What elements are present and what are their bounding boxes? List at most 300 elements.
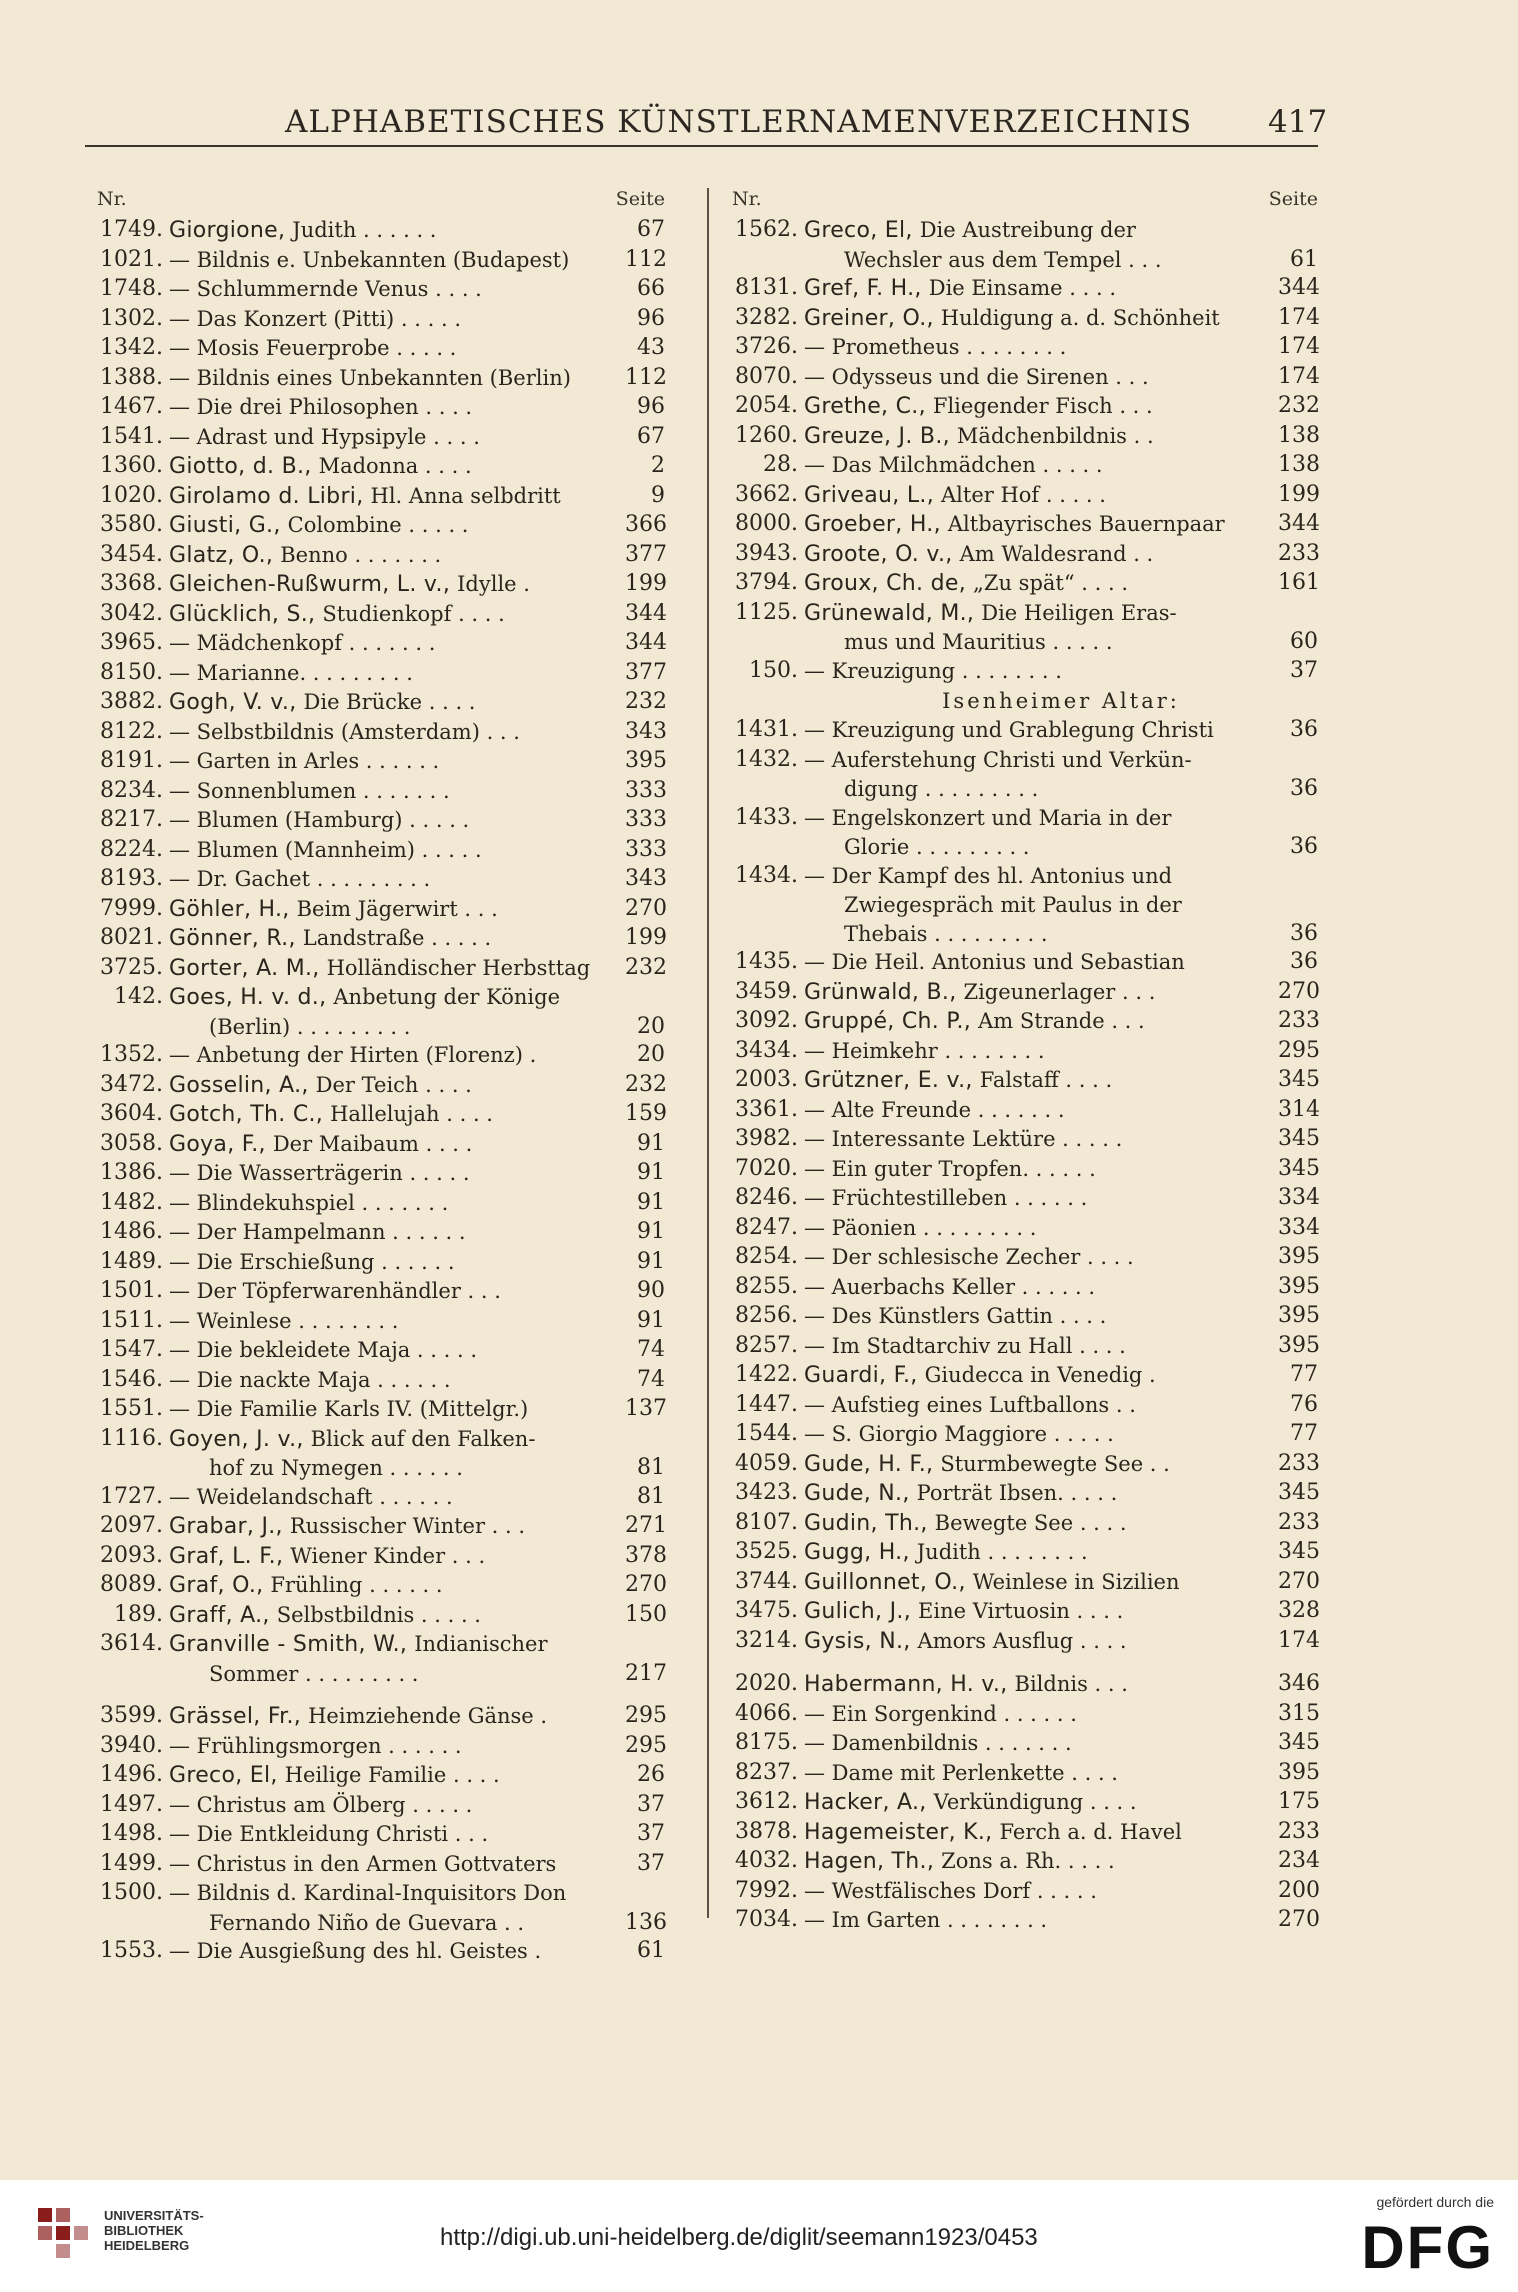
left-column (85, 186, 665, 1967)
entry-number: 1020. (100, 482, 163, 508)
page-ref: 344 (1278, 511, 1320, 536)
work-title: — Früchtestilleben . . . . . . (804, 1186, 1088, 1210)
artist-name: Gogh, V. v., (169, 690, 297, 715)
work-title: — Odysseus und die Sirenen . . . (804, 364, 1149, 389)
page-ref: 36 (1290, 920, 1318, 946)
index-entry (720, 1096, 1318, 1126)
work-title: — Der schlesische Zecher . . . . (804, 1245, 1134, 1269)
page-ref: 37 (637, 1850, 665, 1876)
page-ref: 77 (1290, 1362, 1318, 1387)
page-ref: 395 (1278, 1273, 1320, 1299)
artist-name: Hacker, A., (804, 1790, 927, 1815)
index-entry (85, 1248, 665, 1278)
work-title: Zons a. Rh. . . . . (941, 1849, 1115, 1873)
index-entry (720, 1184, 1318, 1214)
index-entry (720, 1332, 1318, 1362)
entry-number: 1467. (100, 394, 163, 419)
entry-number: 1386. (100, 1160, 163, 1185)
index-entry (85, 659, 665, 689)
work-title: Wiener Kinder . . . (290, 1543, 486, 1568)
index-entry (720, 1214, 1318, 1244)
entry-number: 1021. (100, 246, 163, 272)
page-ref: 344 (625, 600, 667, 626)
index-entry (85, 482, 665, 512)
page-ref: 232 (625, 954, 667, 980)
entry-number: 3475. (735, 1598, 798, 1623)
page-ref: 217 (625, 1660, 667, 1686)
entry-number: 1541. (100, 423, 163, 449)
work-title: — Der Töpferwarenhändler . . . (169, 1279, 501, 1303)
work-title: — Die drei Philosophen . . . . (169, 395, 473, 419)
page-ref: 2 (651, 453, 665, 478)
work-title: — Weinlese . . . . . . . . (169, 1308, 399, 1333)
work-title: — Interessante Lektüre . . . . . (804, 1127, 1123, 1151)
page-ref: 200 (1278, 1877, 1320, 1903)
entry-number: 7034. (735, 1907, 798, 1932)
entry-number: 3612. (735, 1789, 798, 1814)
work-title: — Adrast und Hypsipyle . . . . (169, 424, 480, 449)
index-entry (85, 1512, 665, 1542)
entry-number: 8257. (735, 1332, 798, 1358)
work-title: Landstraße . . . . . (302, 926, 492, 950)
index-entry (85, 1100, 665, 1130)
index-entry (720, 1670, 1318, 1700)
page-ref: 395 (1278, 1244, 1320, 1269)
index-entry (85, 1189, 665, 1219)
artist-name: Habermann, H. v., (804, 1672, 1008, 1697)
page-ref: 378 (625, 1542, 667, 1568)
work-title: „Zu spät“ . . . . (973, 571, 1129, 595)
artist-name: Gref, F. H., (804, 276, 922, 301)
work-title: Anbetung der Könige (333, 985, 561, 1009)
index-entry (85, 1071, 665, 1101)
index-entry (85, 1879, 665, 1937)
work-title: — Kreuzigung . . . . . . . . (804, 658, 1062, 683)
index-entry (85, 1041, 665, 1071)
university-logo-icon (34, 2204, 94, 2264)
index-entry (720, 304, 1318, 334)
entry-number: 3058. (100, 1130, 163, 1156)
artist-name: Greco, El, (169, 1763, 278, 1788)
entry-number: 8224. (100, 836, 163, 862)
page-ref: 343 (625, 718, 667, 744)
work-title: — Mosis Feuerprobe . . . . . (169, 336, 457, 360)
page-ref: 74 (637, 1337, 665, 1362)
entry-number: 3744. (735, 1568, 798, 1594)
work-title-continued: Thebais . . . . . . . . . (844, 921, 1048, 946)
work-title: Die Brücke . . . . (303, 690, 476, 714)
page-ref: 81 (637, 1483, 665, 1509)
work-title: Zigeunerlager . . . (963, 979, 1156, 1004)
work-title: Altbayrisches Bauernpaar (947, 512, 1225, 536)
entry-number: 3282. (735, 304, 798, 330)
artist-name: Gude, H. F., (804, 1451, 934, 1477)
page-ref: 60 (1290, 629, 1318, 654)
index-entry (720, 1538, 1318, 1568)
work-title: Die Austreibung der (919, 218, 1136, 242)
page-ref: 36 (1290, 776, 1318, 801)
page-ref: 232 (625, 1071, 667, 1097)
work-title: Die Heiligen Eras- (981, 600, 1177, 625)
work-title: — Dame mit Perlenkette . . . . (804, 1760, 1118, 1785)
page-ref: 270 (625, 1572, 667, 1597)
entry-number: 1422. (735, 1362, 798, 1387)
work-title: Selbstbildnis . . . . . (276, 1602, 481, 1627)
page-ref: 199 (1278, 481, 1320, 507)
page-ref: 233 (1278, 1818, 1320, 1844)
page-ref: 175 (1278, 1789, 1320, 1814)
page-ref: 36 (1290, 949, 1318, 974)
page-ref: 36 (1290, 834, 1318, 859)
artist-name: Grützner, E. v., (804, 1068, 973, 1093)
work-title: — Der Hampelmann . . . . . . (169, 1220, 466, 1244)
work-title: Judith . . . . . . (292, 218, 437, 242)
work-title: — Blumen (Hamburg) . . . . . (169, 808, 470, 832)
work-title: Blick auf den Falken- (310, 1426, 536, 1451)
artist-name: Gugg, H., (804, 1540, 910, 1565)
artist-name: Guillonnet, O., (804, 1569, 966, 1595)
work-title: Holländischer Herbsttag (326, 955, 591, 980)
index-entry (720, 862, 1318, 949)
index-entry (85, 1483, 665, 1513)
work-title: Mädchenbildnis . . (956, 423, 1154, 448)
page-ref: 174 (1278, 304, 1320, 330)
index-entry (720, 948, 1318, 978)
index-entry (720, 1877, 1318, 1907)
entry-number: 3604. (100, 1101, 163, 1126)
entry-number: 1447. (735, 1391, 798, 1417)
artist-name: Girolamo d. Libri, (169, 483, 364, 509)
page-ref: 270 (1278, 1907, 1320, 1932)
entry-number: 1352. (100, 1042, 163, 1067)
work-title: — Blindekuhspiel . . . . . . . (169, 1190, 449, 1215)
page-ref: 43 (637, 335, 665, 360)
entry-number: 3982. (735, 1126, 798, 1151)
page-ref: 344 (1278, 275, 1320, 300)
index-entry (85, 1850, 665, 1880)
page-ref: 345 (1278, 1730, 1320, 1755)
header-rule (85, 145, 1318, 147)
entry-number: 1125. (735, 599, 798, 625)
entry-number: 1501. (100, 1278, 163, 1303)
work-title: — Prometheus . . . . . . . . (804, 335, 1067, 359)
index-entry (720, 1568, 1318, 1598)
page-ref: 96 (637, 305, 665, 331)
page-ref: 37 (637, 1821, 665, 1846)
artist-name: Grethe, C., (804, 394, 926, 419)
page-ref: 232 (1278, 393, 1320, 418)
entry-number: 1497. (100, 1791, 163, 1817)
index-entry (85, 305, 665, 335)
footer-bar (0, 2180, 1518, 2292)
index-entry (720, 1479, 1318, 1509)
entry-number: 1547. (100, 1337, 163, 1362)
work-title: — Die bekleidete Maja . . . . . (169, 1338, 478, 1362)
entry-number: 3794. (735, 570, 798, 595)
artist-name: Göhler, H., (169, 896, 290, 922)
entry-number: 8246. (735, 1185, 798, 1210)
page-ref: 395 (625, 748, 667, 773)
entry-number: 3434. (735, 1037, 798, 1063)
entry-number: 1435. (735, 949, 798, 974)
entry-number: 1749. (100, 217, 163, 242)
artist-name: Graff, A., (169, 1602, 270, 1628)
artist-name: Gleichen-Rußwurm, L. v., (169, 572, 451, 597)
artist-name: Gysis, N., (804, 1628, 911, 1654)
work-title: — Garten in Arles . . . . . . (169, 749, 440, 773)
index-entry (85, 954, 665, 984)
entry-number: 3878. (735, 1818, 798, 1844)
work-title: Bildnis . . . (1014, 1672, 1128, 1696)
work-title: Studienkopf . . . . (322, 601, 505, 626)
artist-name: Goes, H. v. d., (169, 985, 327, 1010)
entry-number: 1500. (100, 1880, 163, 1905)
entry-number: 7020. (735, 1155, 798, 1181)
entry-number: 3454. (100, 541, 163, 567)
page-ref: 346 (1278, 1671, 1320, 1696)
artist-name: Giusti, G., (169, 513, 281, 538)
entry-number: 3368. (100, 571, 163, 596)
entry-number: 7992. (735, 1877, 798, 1903)
work-title: — Kreuzigung und Grablegung Christi (804, 718, 1214, 742)
entry-number: 8237. (735, 1759, 798, 1785)
page-ref: 395 (1278, 1303, 1320, 1328)
work-title: Hallelujah . . . . (330, 1102, 493, 1126)
index-entry (720, 481, 1318, 511)
source-url-link[interactable]: http://digi.ub.uni-heidelberg.de/diglit/seemann1923/0453 (440, 2224, 1038, 2251)
work-title: — Damenbildnis . . . . . . . (804, 1731, 1072, 1755)
entry-number: 3599. (100, 1703, 163, 1728)
work-title: Bewegte See . . . . (934, 1510, 1127, 1535)
work-title: Judith . . . . . . . . (916, 1540, 1088, 1564)
index-entry (720, 978, 1318, 1008)
work-title: Madonna . . . . (318, 454, 472, 478)
index-entry (720, 716, 1318, 746)
page-ref: 270 (1278, 1568, 1320, 1594)
page-ref: 233 (1278, 540, 1320, 566)
entry-number: 1388. (100, 364, 163, 390)
artist-name: Grünwald, B., (804, 979, 957, 1005)
page-ref: 345 (1278, 1067, 1320, 1092)
artist-name: Hagen, Th., (804, 1849, 935, 1874)
artist-name: Groote, O. v., (804, 541, 953, 567)
entry-number: 28. (763, 452, 798, 477)
entry-number: 1302. (100, 305, 163, 331)
entry-number: 3580. (100, 512, 163, 537)
artist-name: Greuze, J. B., (804, 423, 950, 449)
page-ref: 96 (637, 394, 665, 419)
work-title: Idylle . (457, 572, 530, 596)
entry-number: 8150. (100, 659, 163, 685)
work-title: — Dr. Gachet . . . . . . . . . (169, 867, 431, 891)
work-title: Benno . . . . . . . (280, 542, 442, 567)
work-title: — Bildnis eines Unbekannten (Berlin) (169, 365, 571, 390)
work-title: Giudecca in Venedig . (924, 1363, 1156, 1387)
index-entry (85, 836, 665, 866)
index-entry (720, 333, 1318, 363)
index-entry (85, 216, 665, 246)
index-entry (720, 1007, 1318, 1037)
seite-label: Seite (1268, 188, 1318, 210)
artist-name: Groeber, H., (804, 512, 941, 537)
nr-label: Nr. (97, 188, 127, 210)
work-title: Porträt Ibsen. . . . . (916, 1481, 1118, 1505)
work-title: — Alte Freunde . . . . . . . (804, 1097, 1065, 1122)
work-title: — Mädchenkopf . . . . . . . (169, 631, 436, 655)
artist-name: Gruppé, Ch. P., (804, 1009, 972, 1034)
entry-number: 3725. (100, 954, 163, 980)
dfg-logo: DFG (1361, 2214, 1494, 2281)
index-entry (85, 275, 665, 305)
index-entry (720, 569, 1318, 599)
page-ref: 20 (637, 1042, 665, 1067)
index-entry (720, 1420, 1318, 1450)
work-title: — Sonnenblumen . . . . . . . (169, 778, 450, 803)
artist-name: Graf, L. F., (169, 1543, 284, 1569)
index-entry (720, 1759, 1318, 1789)
page-ref: 174 (1278, 363, 1320, 389)
page-ref: 91 (637, 1219, 665, 1244)
entry-number: 8217. (100, 807, 163, 832)
artist-name: Hagemeister, K., (804, 1819, 993, 1845)
index-entry (85, 777, 665, 807)
page-ref: 233 (1278, 1008, 1320, 1033)
artist-name: Gorter, A. M., (169, 955, 320, 981)
work-title: Am Waldesrand . . (959, 541, 1154, 566)
work-title-continued: Zwiegespräch mit Paulus in der (844, 893, 1182, 917)
artist-name: Griveau, L., (804, 482, 935, 508)
artist-name: Gosselin, A., (169, 1072, 309, 1098)
index-entry (720, 274, 1318, 304)
funding-note: gefördert durch die (1376, 2194, 1494, 2210)
entry-number: 8131. (735, 275, 798, 300)
index-entry (720, 1729, 1318, 1759)
page-ref: 295 (625, 1732, 667, 1758)
index-entry (720, 1450, 1318, 1480)
page-ref: 270 (625, 895, 667, 921)
work-title: — Engelskonzert und Maria in der (804, 805, 1172, 830)
index-entry (720, 1066, 1318, 1096)
index-entry (720, 363, 1318, 393)
entry-number: 4066. (735, 1700, 798, 1726)
index-entry (720, 1125, 1318, 1155)
page-ref: 67 (637, 423, 665, 449)
page-ref: 334 (1278, 1214, 1320, 1240)
entry-number: 1260. (735, 422, 798, 448)
work-title: — Im Garten . . . . . . . . (804, 1908, 1048, 1932)
entry-number: 3459. (735, 978, 798, 1004)
index-entry (85, 806, 665, 836)
entry-number: 8255. (735, 1273, 798, 1299)
index-entry (720, 1788, 1318, 1818)
work-title: Indianischer (414, 1632, 548, 1656)
work-title: — Weidelandschaft . . . . . . (169, 1484, 453, 1509)
page-ref: 161 (1278, 570, 1320, 595)
work-title: — Die Erschießung . . . . . . (169, 1249, 455, 1274)
entry-number: 1748. (100, 276, 163, 301)
work-title: Verkündigung . . . . (933, 1790, 1137, 1814)
entry-list (720, 216, 1318, 1936)
page-ref: 233 (1278, 1450, 1320, 1476)
index-entry (720, 216, 1318, 274)
artist-name: Giotto, d. B., (169, 454, 312, 479)
page-ref: 112 (625, 246, 667, 272)
page-ref: 36 (1290, 717, 1318, 742)
entry-number: 8000. (735, 511, 798, 536)
work-title: Alter Hof . . . . . (941, 482, 1106, 507)
entry-number: 1486. (100, 1219, 163, 1244)
work-title-continued: hof zu Nymegen . . . . . . (209, 1456, 463, 1480)
page-ref: 333 (625, 836, 667, 862)
index-entry (85, 246, 665, 276)
page-ref: 271 (625, 1513, 667, 1538)
entry-number: 8254. (735, 1244, 798, 1269)
entry-number: 1499. (100, 1850, 163, 1876)
page-ref: 20 (637, 1013, 665, 1039)
work-title: — Auferstehung Christi und Verkün- (804, 747, 1192, 772)
entry-number: 8175. (735, 1730, 798, 1755)
running-header: ALPHABETISCHES KÜNSTLERNAMENVERZEICHNIS (285, 104, 1193, 140)
work-title-continued: (Berlin) . . . . . . . . . (209, 1014, 411, 1039)
index-entry (85, 718, 665, 748)
entry-number: 3092. (735, 1008, 798, 1033)
page-ref: 136 (625, 1909, 667, 1935)
index-entry (720, 422, 1318, 452)
entry-number: 1544. (735, 1421, 798, 1446)
index-entry (85, 1571, 665, 1601)
entry-number: 1116. (100, 1425, 163, 1451)
page-ref: 295 (1278, 1037, 1320, 1063)
page-ref: 377 (625, 541, 667, 567)
artist-name: Gulich, J., (804, 1599, 912, 1624)
entry-number: 2020. (735, 1671, 798, 1696)
work-title: Eine Virtuosin . . . . (918, 1599, 1124, 1623)
entry-number: 2054. (735, 393, 798, 418)
work-title: — Aufstieg eines Luftballons . . (804, 1392, 1136, 1417)
index-entry (720, 1597, 1318, 1627)
index-entry (85, 1336, 665, 1366)
work-title: — Das Konzert (Pitti) . . . . . (169, 306, 462, 331)
work-title: Falstaff . . . . (979, 1068, 1113, 1092)
index-entry (720, 1302, 1318, 1332)
entry-list (85, 216, 665, 1967)
entry-number: 3882. (100, 689, 163, 714)
page-ref: 234 (1278, 1848, 1320, 1873)
entry-number: 3361. (735, 1096, 798, 1122)
entry-number: 1432. (735, 746, 798, 772)
column-header (720, 186, 1318, 216)
entry-number: 2097. (100, 1513, 163, 1538)
page-ref: 344 (625, 630, 667, 655)
work-title: Colombine . . . . . (287, 513, 469, 537)
artist-name: Giorgione, (169, 218, 286, 243)
entry-number: 8256. (735, 1303, 798, 1328)
artist-name: Grässel, Fr., (169, 1704, 302, 1729)
entry-number: 1727. (100, 1483, 163, 1509)
artist-name: Goyen, J. v., (169, 1426, 304, 1452)
index-entry (85, 511, 665, 541)
entry-number: 1431. (735, 717, 798, 742)
entry-number: 1434. (735, 862, 798, 888)
page-ref: 9 (651, 482, 665, 508)
page-ref: 345 (1278, 1155, 1320, 1181)
work-title: Weinlese in Sizilien (972, 1569, 1180, 1594)
artist-name: Gudin, Th., (804, 1510, 928, 1536)
index-entry (720, 540, 1318, 570)
page-ref: 377 (625, 659, 667, 685)
work-title: — Ein Sorgenkind . . . . . . (804, 1701, 1077, 1726)
page-ref: 314 (1278, 1096, 1320, 1122)
